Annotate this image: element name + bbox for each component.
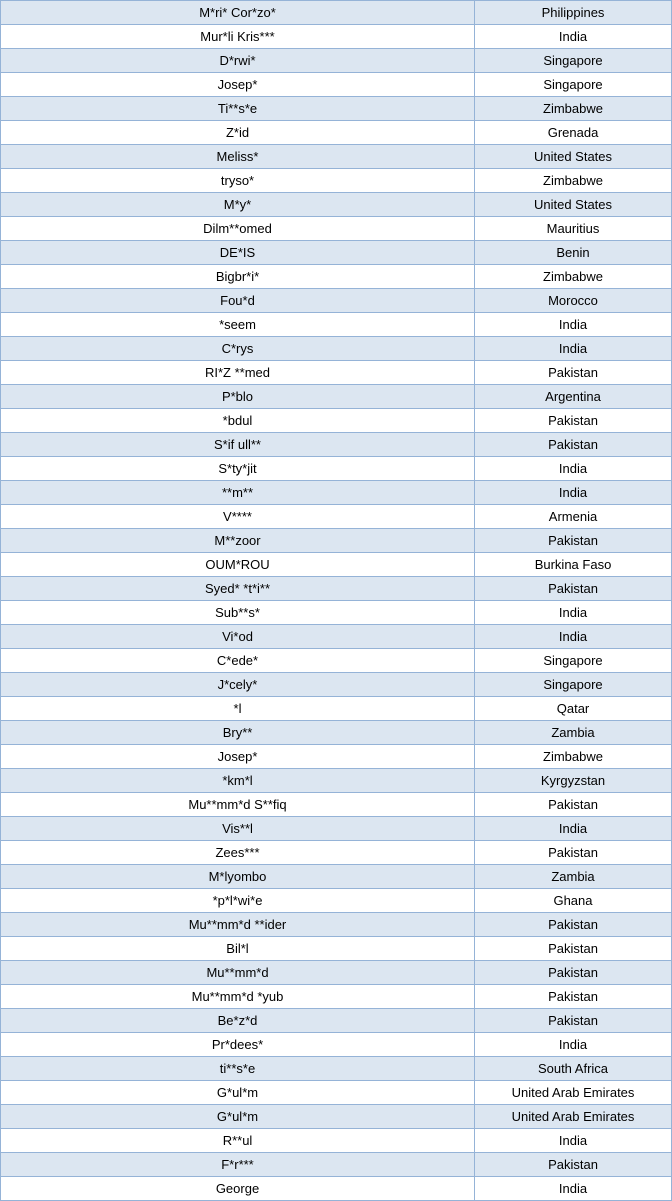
table-row xyxy=(1,25,672,49)
table-row xyxy=(1,625,672,649)
name-cell: *seem xyxy=(1,313,475,337)
country-cell: India xyxy=(475,1177,672,1201)
country-cell: South Africa xyxy=(475,1057,672,1081)
country-cell: Pakistan xyxy=(475,841,672,865)
country-cell: Burkina Faso xyxy=(475,553,672,577)
name-cell: Be*z*d xyxy=(1,1009,475,1033)
name-cell: Mur*li Kris*** xyxy=(1,25,475,49)
name-cell: Fou*d xyxy=(1,289,475,313)
table-row xyxy=(1,553,672,577)
country-cell: United Arab Emirates xyxy=(475,1081,672,1105)
table-row xyxy=(1,913,672,937)
table-row xyxy=(1,385,672,409)
name-cell: V**** xyxy=(1,505,475,529)
country-cell: United States xyxy=(475,193,672,217)
country-cell: Argentina xyxy=(475,385,672,409)
country-cell: Morocco xyxy=(475,289,672,313)
name-cell: Zees*** xyxy=(1,841,475,865)
country-cell: Zimbabwe xyxy=(475,97,672,121)
name-cell: M*ri* Cor*zo* xyxy=(1,1,475,25)
table-row xyxy=(1,409,672,433)
name-cell: G*ul*m xyxy=(1,1081,475,1105)
country-cell: India xyxy=(475,1129,672,1153)
name-cell: tryso* xyxy=(1,169,475,193)
country-cell: Kyrgyzstan xyxy=(475,769,672,793)
table-row xyxy=(1,481,672,505)
country-cell: Zimbabwe xyxy=(475,169,672,193)
table-row xyxy=(1,1153,672,1177)
table-row xyxy=(1,433,672,457)
name-cell: Mu**mm*d *yub xyxy=(1,985,475,1009)
country-cell: India xyxy=(475,337,672,361)
table-row xyxy=(1,337,672,361)
table-row xyxy=(1,937,672,961)
name-cell: George xyxy=(1,1177,475,1201)
name-cell: Mu**mm*d S**fiq xyxy=(1,793,475,817)
country-cell: Pakistan xyxy=(475,529,672,553)
table-row xyxy=(1,1081,672,1105)
country-cell: India xyxy=(475,457,672,481)
table-row xyxy=(1,361,672,385)
table-row xyxy=(1,1009,672,1033)
name-cell: D*rwi* xyxy=(1,49,475,73)
name-cell: S*ty*jit xyxy=(1,457,475,481)
name-cell: Dilm**omed xyxy=(1,217,475,241)
country-cell: Pakistan xyxy=(475,361,672,385)
table-row xyxy=(1,313,672,337)
name-cell: S*if ull** xyxy=(1,433,475,457)
table-row xyxy=(1,145,672,169)
name-cell: M*y* xyxy=(1,193,475,217)
table-row xyxy=(1,1177,672,1201)
country-cell: Grenada xyxy=(475,121,672,145)
country-cell: Pakistan xyxy=(475,1153,672,1177)
country-cell: United States xyxy=(475,145,672,169)
table-row xyxy=(1,1,672,25)
name-cell: **m** xyxy=(1,481,475,505)
table-row xyxy=(1,49,672,73)
table-row xyxy=(1,865,672,889)
table-row xyxy=(1,673,672,697)
name-cell: *l xyxy=(1,697,475,721)
country-cell: Zambia xyxy=(475,721,672,745)
name-cell: Josep* xyxy=(1,73,475,97)
table-row xyxy=(1,841,672,865)
name-cell: Bigbr*i* xyxy=(1,265,475,289)
country-cell: Pakistan xyxy=(475,793,672,817)
country-cell: Pakistan xyxy=(475,985,672,1009)
table-row xyxy=(1,241,672,265)
name-cell: Josep* xyxy=(1,745,475,769)
table-row xyxy=(1,169,672,193)
country-cell: Pakistan xyxy=(475,937,672,961)
table-row xyxy=(1,745,672,769)
country-cell: Singapore xyxy=(475,673,672,697)
name-cell: Bry** xyxy=(1,721,475,745)
country-cell: India xyxy=(475,625,672,649)
country-cell: India xyxy=(475,817,672,841)
country-cell: Singapore xyxy=(475,73,672,97)
name-cell: Meliss* xyxy=(1,145,475,169)
table-row xyxy=(1,817,672,841)
name-cell: J*cely* xyxy=(1,673,475,697)
name-cell: ti**s*e xyxy=(1,1057,475,1081)
country-cell: Singapore xyxy=(475,649,672,673)
name-cell: Bil*l xyxy=(1,937,475,961)
name-cell: *bdul xyxy=(1,409,475,433)
country-cell: Qatar xyxy=(475,697,672,721)
table-row xyxy=(1,601,672,625)
country-cell: India xyxy=(475,1033,672,1057)
name-cell: G*ul*m xyxy=(1,1105,475,1129)
table-row xyxy=(1,505,672,529)
table-row xyxy=(1,529,672,553)
table-row xyxy=(1,457,672,481)
country-cell: Benin xyxy=(475,241,672,265)
country-cell: Pakistan xyxy=(475,577,672,601)
table-row xyxy=(1,265,672,289)
table-row xyxy=(1,73,672,97)
name-cell: R**ul xyxy=(1,1129,475,1153)
table-row xyxy=(1,769,672,793)
table-row xyxy=(1,697,672,721)
table-row xyxy=(1,721,672,745)
table-row xyxy=(1,1105,672,1129)
table-row xyxy=(1,217,672,241)
name-cell: C*rys xyxy=(1,337,475,361)
country-cell: Pakistan xyxy=(475,961,672,985)
country-cell: Zimbabwe xyxy=(475,265,672,289)
table-row xyxy=(1,121,672,145)
country-cell: Pakistan xyxy=(475,1009,672,1033)
name-cell: Mu**mm*d **ider xyxy=(1,913,475,937)
country-cell: India xyxy=(475,601,672,625)
country-cell: India xyxy=(475,481,672,505)
name-cell: *km*l xyxy=(1,769,475,793)
table-body xyxy=(1,1,672,1201)
name-cell: M**zoor xyxy=(1,529,475,553)
table-row xyxy=(1,577,672,601)
name-cell: Syed* *t*i** xyxy=(1,577,475,601)
country-cell: Philippines xyxy=(475,1,672,25)
name-cell: Z*id xyxy=(1,121,475,145)
table-row xyxy=(1,793,672,817)
table-row xyxy=(1,1129,672,1153)
country-cell: Zimbabwe xyxy=(475,745,672,769)
country-cell: India xyxy=(475,25,672,49)
table-row xyxy=(1,889,672,913)
country-cell: Pakistan xyxy=(475,433,672,457)
country-cell: India xyxy=(475,313,672,337)
name-cell: C*ede* xyxy=(1,649,475,673)
name-cell: Vi*od xyxy=(1,625,475,649)
table-row xyxy=(1,193,672,217)
country-cell: Armenia xyxy=(475,505,672,529)
name-cell: Sub**s* xyxy=(1,601,475,625)
table-row xyxy=(1,985,672,1009)
name-cell: F*r*** xyxy=(1,1153,475,1177)
name-cell: DE*IS xyxy=(1,241,475,265)
name-cell: Pr*dees* xyxy=(1,1033,475,1057)
table-row xyxy=(1,289,672,313)
table-row xyxy=(1,649,672,673)
table-row xyxy=(1,97,672,121)
country-cell: United Arab Emirates xyxy=(475,1105,672,1129)
country-cell: Singapore xyxy=(475,49,672,73)
country-cell: Mauritius xyxy=(475,217,672,241)
country-cell: Zambia xyxy=(475,865,672,889)
name-cell: Mu**mm*d xyxy=(1,961,475,985)
name-cell: Vis**l xyxy=(1,817,475,841)
table-row xyxy=(1,961,672,985)
country-cell: Pakistan xyxy=(475,913,672,937)
table-row xyxy=(1,1057,672,1081)
name-cell: Ti**s*e xyxy=(1,97,475,121)
name-cell: P*blo xyxy=(1,385,475,409)
name-cell: RI*Z **med xyxy=(1,361,475,385)
country-cell: Ghana xyxy=(475,889,672,913)
name-cell: *p*l*wi*e xyxy=(1,889,475,913)
name-cell: M*lyombo xyxy=(1,865,475,889)
name-cell: OUM*ROU xyxy=(1,553,475,577)
table-row xyxy=(1,1033,672,1057)
country-cell: Pakistan xyxy=(475,409,672,433)
